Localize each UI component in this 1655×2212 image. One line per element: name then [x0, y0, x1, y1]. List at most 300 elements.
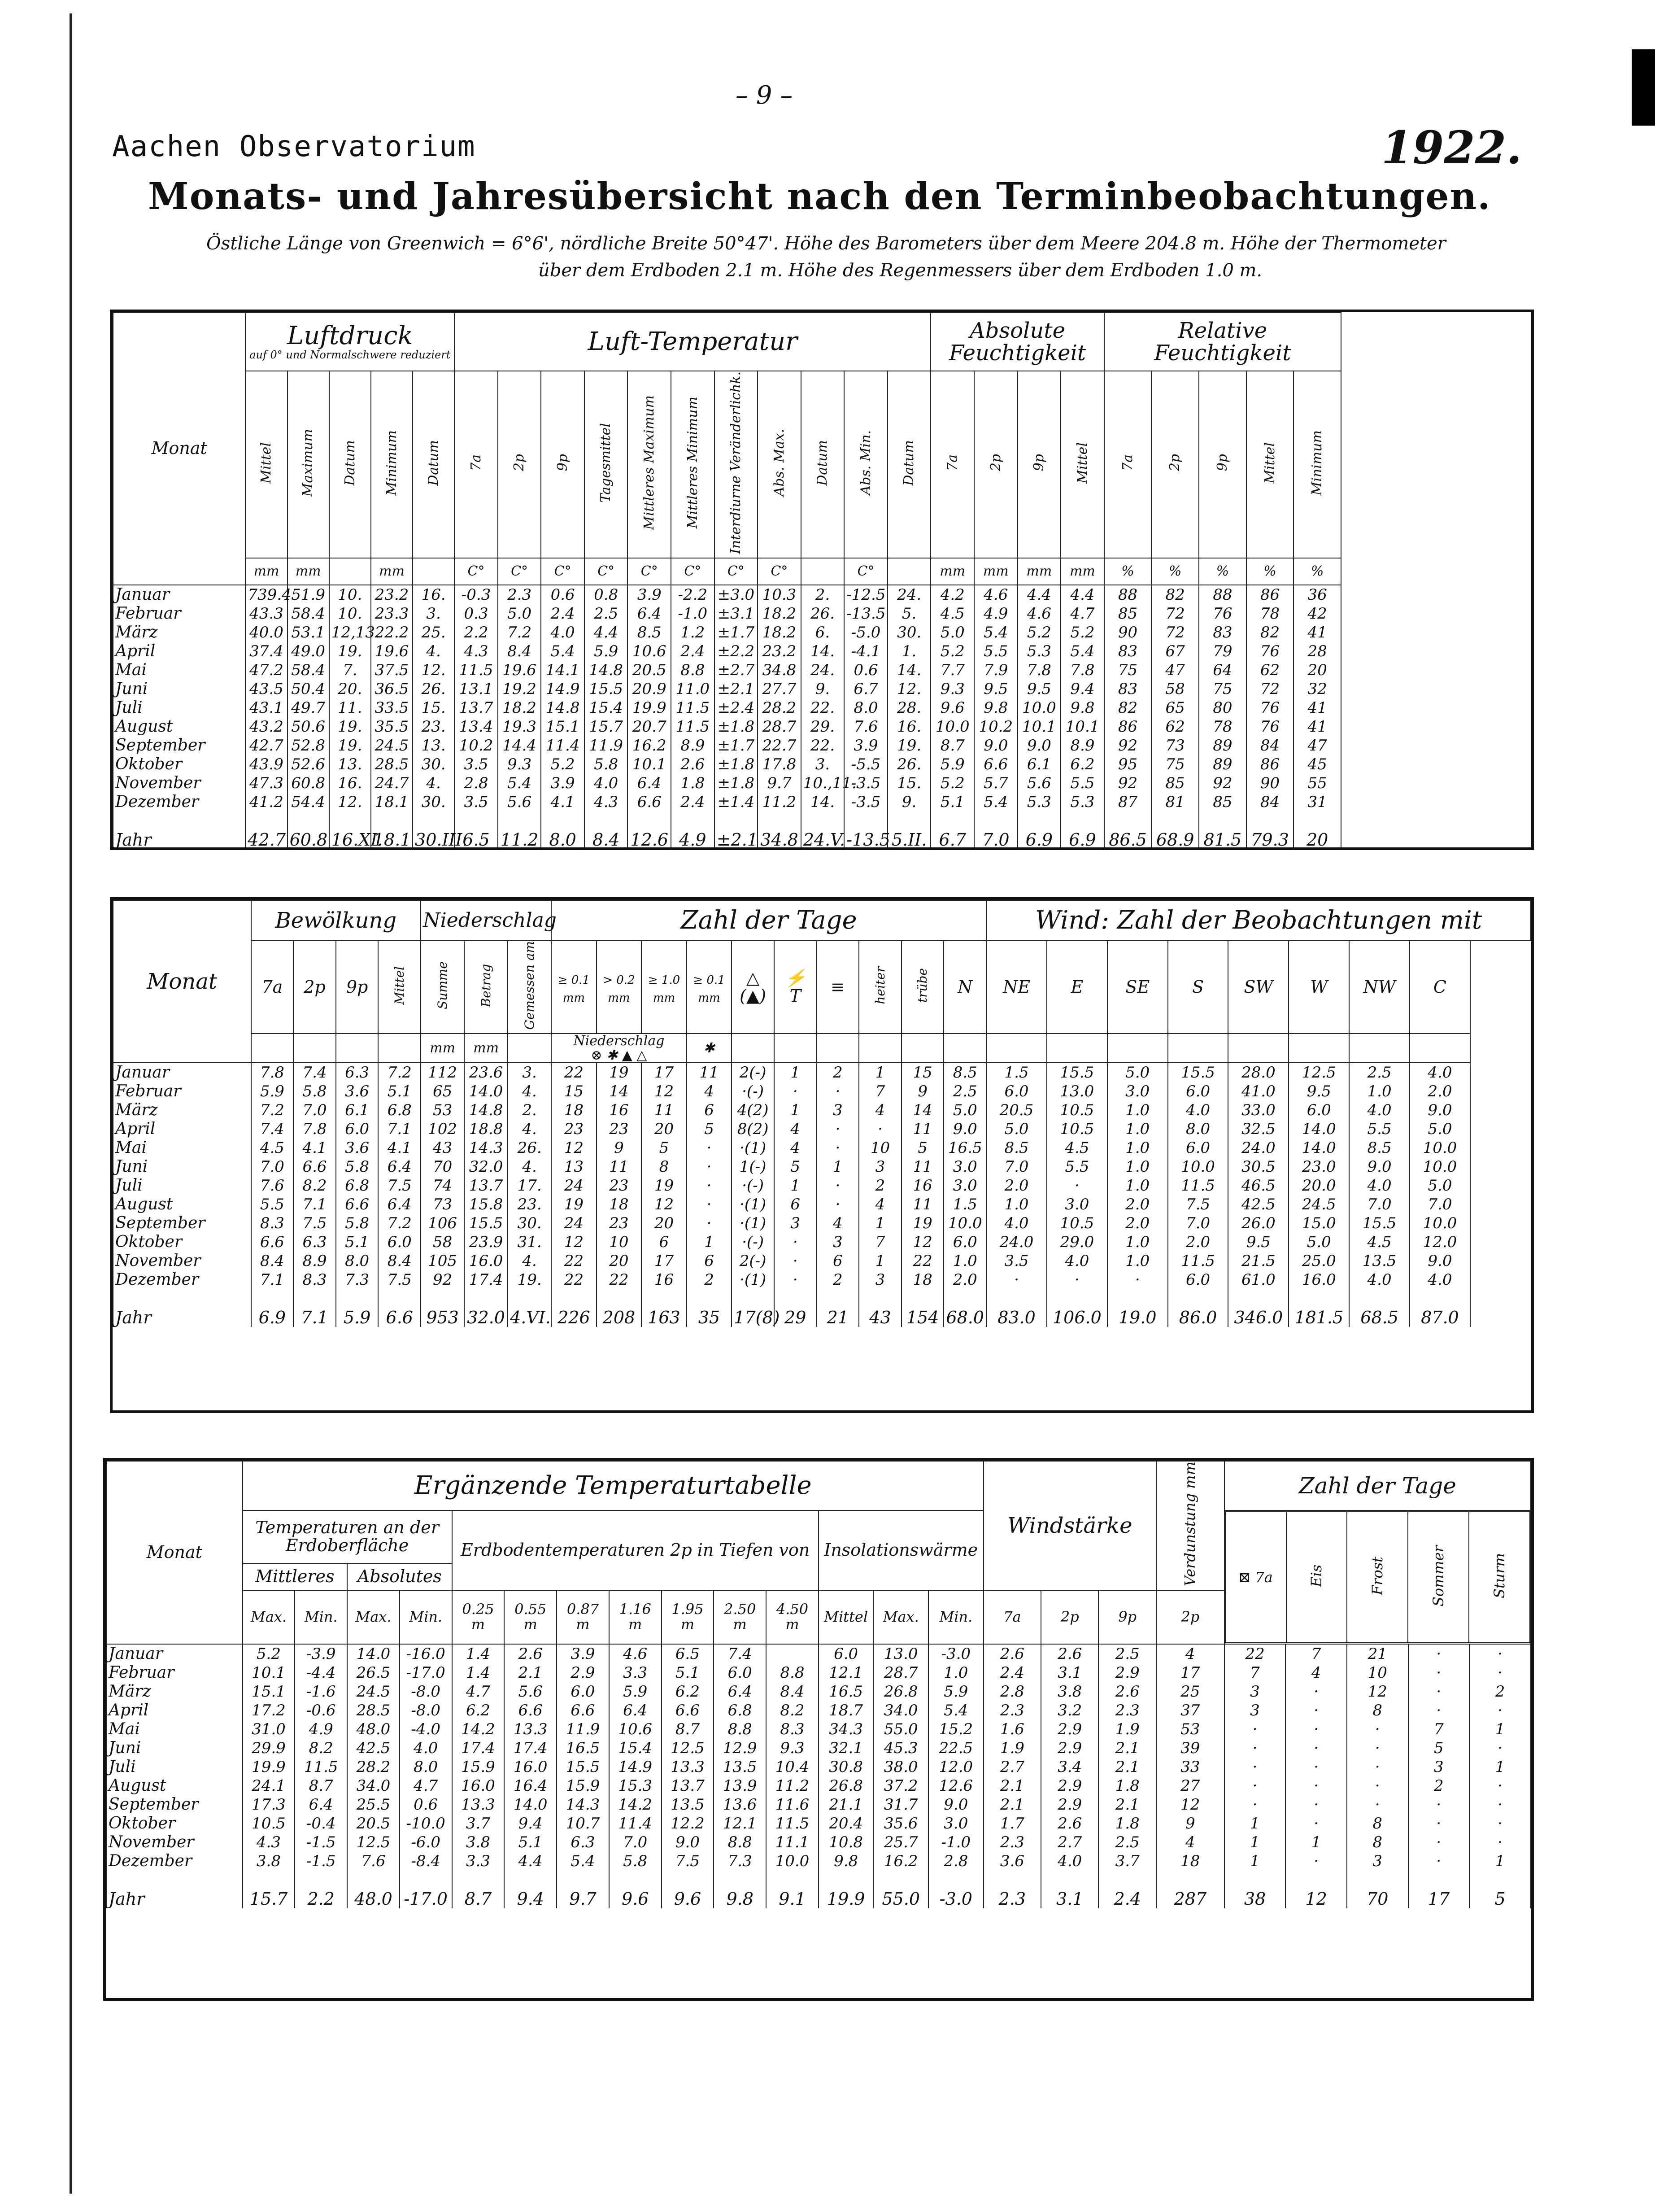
- table-cell: 81.5: [1199, 830, 1246, 849]
- table-cell: ·(1): [732, 1214, 774, 1233]
- table-cell: 33: [1156, 1758, 1224, 1776]
- table-cell: 43.5: [245, 680, 287, 698]
- table-cell: 46.5: [1228, 1176, 1289, 1195]
- table-cell: 2.5: [944, 1082, 986, 1101]
- table-cell: 45: [1294, 755, 1341, 774]
- table-cell: 26.8: [873, 1682, 928, 1701]
- table-cell: 65: [421, 1082, 464, 1101]
- gap-cell: [714, 812, 758, 830]
- table-row: [113, 1120, 1531, 1139]
- table-cell: 11.9: [557, 1720, 609, 1739]
- table-cell: 11.5: [454, 661, 498, 680]
- table-cell: 15.8: [464, 1195, 508, 1214]
- table-cell: 88: [1199, 585, 1246, 604]
- table-cell: 15.5: [1349, 1214, 1410, 1233]
- table-cell: 1.0: [928, 1663, 984, 1682]
- table-cell: 41: [1294, 698, 1341, 717]
- table-cell: 32.5: [1228, 1120, 1289, 1139]
- table-cell: 61.0: [1228, 1270, 1289, 1289]
- table-cell: 3.: [508, 1063, 551, 1082]
- month-label: Januar: [113, 585, 245, 604]
- table-cell: 92: [1199, 774, 1246, 793]
- table-cell: 28.0: [1228, 1063, 1289, 1082]
- table-cell: -3.0: [928, 1644, 984, 1663]
- table-cell: 2.8: [454, 774, 498, 793]
- gap-cell: [251, 1289, 294, 1308]
- table-cell: 22: [1224, 1644, 1286, 1663]
- niederschlag-header: Niederschlag: [421, 900, 551, 941]
- table-cell: ·: [1047, 1270, 1107, 1289]
- table-cell: 5.6: [1018, 774, 1061, 793]
- table-cell: ·: [1408, 1644, 1470, 1663]
- table-cell: 1.7: [984, 1814, 1041, 1833]
- table-cell: 6.2: [662, 1682, 714, 1701]
- table-cell: 4.4: [1061, 585, 1104, 604]
- table-cell: 16.5: [819, 1682, 874, 1701]
- table-cell: 9.8: [1061, 698, 1104, 717]
- table-cell: 75: [1151, 755, 1199, 774]
- t1-col-header: Datum: [425, 440, 441, 486]
- table-cell: 5.9: [609, 1682, 662, 1701]
- table-cell: 7.8: [1061, 661, 1104, 680]
- gap-cell: [508, 1289, 551, 1308]
- t3-col-header: Mittel: [819, 1590, 874, 1644]
- table-cell: 1.9: [984, 1739, 1041, 1758]
- table-cell: ±1.8: [714, 755, 758, 774]
- table-cell: 7.4: [714, 1644, 766, 1663]
- table-row: [106, 1795, 1531, 1814]
- table-cell: 5.7: [974, 774, 1018, 793]
- table-cell: 5.1: [504, 1833, 557, 1852]
- t1-unit: [801, 558, 845, 585]
- table-cell: 9.6: [662, 1889, 714, 1908]
- table-row: [113, 642, 1531, 661]
- table-cell: 23.: [413, 717, 454, 736]
- table-cell: 26.: [801, 604, 845, 623]
- table-cell: 41.2: [245, 793, 287, 812]
- table-cell: 8: [641, 1157, 687, 1176]
- table-cell: 9.: [801, 680, 845, 698]
- gap-cell: [766, 1871, 819, 1889]
- table-cell: 19.: [329, 717, 371, 736]
- table-cell: 4.4: [584, 623, 628, 642]
- table-cell: 10.6: [627, 642, 671, 661]
- table-cell: 1: [1469, 1720, 1531, 1739]
- gap-cell: [113, 812, 245, 830]
- table-cell: 9.0: [1410, 1252, 1470, 1270]
- table-cell: 14.: [888, 661, 931, 680]
- gap-cell: [1199, 812, 1246, 830]
- year-label: Jahr: [113, 1308, 251, 1327]
- table-cell: 4.1: [293, 1139, 336, 1157]
- table-cell: 4.: [413, 642, 454, 661]
- table-cell: 11.0: [671, 680, 714, 698]
- t2-col-header: Mittel: [392, 966, 407, 1005]
- table-cell: 7.0: [1410, 1195, 1470, 1214]
- month-label: September: [113, 1214, 251, 1233]
- table-cell: 85: [1104, 604, 1152, 623]
- table-cell: 32.0: [464, 1308, 508, 1327]
- table-cell: 5.3: [1018, 793, 1061, 812]
- table-cell: 34.0: [873, 1701, 928, 1720]
- gap-cell: [106, 1871, 243, 1889]
- table-row: [113, 1139, 1531, 1157]
- table-cell: 3.8: [452, 1833, 505, 1852]
- table-cell: 7.5: [378, 1270, 421, 1289]
- table-cell: 24.5: [347, 1682, 400, 1701]
- table-cell: 14.0: [1289, 1120, 1349, 1139]
- table-cell: 19.9: [819, 1889, 874, 1908]
- table-cell: 12.6: [627, 830, 671, 849]
- t2-col-header: C: [1433, 977, 1446, 997]
- month-label: Februar: [106, 1663, 243, 1682]
- t3-col-header: Sommer: [1430, 1545, 1447, 1606]
- table-cell: 3.5: [986, 1252, 1047, 1270]
- table-cell: 16.0: [452, 1776, 505, 1795]
- table-cell: ±2.1: [714, 680, 758, 698]
- gap-cell: [758, 812, 801, 830]
- table-cell: 5.4: [557, 1852, 609, 1871]
- gap-cell: [714, 1871, 766, 1889]
- table-cell: 2.1: [504, 1663, 557, 1682]
- table-cell: 20.5: [347, 1814, 400, 1833]
- table-cell: 26.: [508, 1139, 551, 1157]
- table-cell: 3: [1224, 1682, 1286, 1701]
- gap-cell: [1061, 812, 1104, 830]
- table-cell: 9: [902, 1082, 944, 1101]
- table-cell: 9.7: [758, 774, 801, 793]
- table-cell: 7.0: [251, 1157, 294, 1176]
- oberflaeche-header: Temperaturen an der Erdoberfläche: [243, 1510, 452, 1563]
- table-cell: ·: [687, 1214, 732, 1233]
- table-cell: 3.9: [844, 736, 888, 755]
- table-row: [113, 1157, 1531, 1176]
- table-cell: 2.3: [1098, 1701, 1156, 1720]
- table-cell: 19.6: [371, 642, 413, 661]
- table-cell: 79: [1199, 642, 1246, 661]
- table-cell: 3.6: [984, 1852, 1041, 1871]
- table-cell: 19.2: [498, 680, 541, 698]
- table-cell: 58: [1151, 680, 1199, 698]
- table-cell: 1: [1224, 1833, 1286, 1852]
- table-cell: 20.5: [627, 661, 671, 680]
- table-cell: 4.6: [1018, 604, 1061, 623]
- table-cell: 15.: [888, 774, 931, 793]
- table-cell: 16.5: [944, 1139, 986, 1157]
- table-cell: 14.9: [609, 1758, 662, 1776]
- table-cell: 6.1: [1018, 755, 1061, 774]
- t3-col-header: 9p: [1098, 1590, 1156, 1644]
- relative-feuchtigkeit-header: Relative Feuchtigkeit: [1104, 313, 1341, 371]
- table-cell: 15.1: [541, 717, 584, 736]
- table-cell: 20: [1294, 830, 1341, 849]
- table-cell: 43.3: [245, 604, 287, 623]
- table-cell: -3.9: [295, 1644, 347, 1663]
- table-cell: 23.6: [464, 1063, 508, 1082]
- table-row: [106, 1833, 1531, 1852]
- gap-cell: [984, 1871, 1041, 1889]
- table-cell: 15.3: [609, 1776, 662, 1795]
- table-cell: 10.0: [766, 1852, 819, 1871]
- table-row: [113, 736, 1531, 755]
- table-cell: 9.4: [1061, 680, 1104, 698]
- table-cell: 15.5: [1168, 1063, 1228, 1082]
- table-cell: 17: [641, 1063, 687, 1082]
- table-cell: 34.0: [347, 1776, 400, 1795]
- t1-col-header: Tagesmittel: [598, 423, 614, 503]
- table-cell: 12: [1156, 1795, 1224, 1814]
- table-cell: ·(1): [732, 1270, 774, 1289]
- table-cell: 2.1: [984, 1776, 1041, 1795]
- table-cell: 9.4: [504, 1889, 557, 1908]
- table-cell: 23: [551, 1120, 597, 1139]
- table-cell: 1: [859, 1214, 902, 1233]
- table-cell: 30.: [413, 755, 454, 774]
- table-cell: 9.3: [931, 680, 974, 698]
- gap-cell: [671, 812, 714, 830]
- table-cell: 7.0: [986, 1157, 1047, 1176]
- table-cell: 8: [1347, 1814, 1408, 1833]
- gap-cell: [819, 1871, 874, 1889]
- table-cell: 41.0: [1228, 1082, 1289, 1101]
- table-cell: 30.8: [819, 1758, 874, 1776]
- table-cell: 13.0: [1047, 1082, 1107, 1101]
- t3-col-header: 7a: [984, 1590, 1041, 1644]
- month-label: Mai: [106, 1720, 243, 1739]
- table-cell: -16.0: [400, 1644, 452, 1663]
- table-cell: 16.5: [557, 1739, 609, 1758]
- table-cell: 7.8: [1018, 661, 1061, 680]
- table-cell: 75: [1199, 680, 1246, 698]
- table-cell: 70: [1347, 1889, 1408, 1908]
- table-cell: 6.: [801, 623, 845, 642]
- table-cell: 78: [1199, 717, 1246, 736]
- table-cell: 3.8: [1041, 1682, 1098, 1701]
- table-cell: 19: [597, 1063, 642, 1082]
- table-cell: 23: [597, 1214, 642, 1233]
- table-cell: 1: [1224, 1814, 1286, 1833]
- table-cell: 25.7: [873, 1833, 928, 1852]
- subtitle-line-2: über dem Erdboden 2.1 m. Höhe des Regenmessers über dem Erdboden 1.0 m.: [538, 260, 1263, 281]
- t1-col-header: Abs. Max.: [771, 429, 787, 497]
- table-cell: 10.1: [1061, 717, 1104, 736]
- table-cell: 9.5: [1018, 680, 1061, 698]
- table-cell: 19: [551, 1195, 597, 1214]
- table-cell: 5: [1469, 1889, 1531, 1908]
- table-cell: 10.0: [944, 1214, 986, 1233]
- table-cell: 18: [551, 1101, 597, 1120]
- table-cell: 3.7: [452, 1814, 505, 1833]
- table-cell: ·: [1285, 1701, 1347, 1720]
- table-cell: 12.: [329, 793, 371, 812]
- table-cell: 23.9: [464, 1233, 508, 1252]
- gap-cell: [974, 812, 1018, 830]
- table-cell: 3.1: [1041, 1889, 1098, 1908]
- table-cell: 18.2: [758, 604, 801, 623]
- gap-cell: [662, 1871, 714, 1889]
- table-cell: -12.5: [844, 585, 888, 604]
- table-cell: 7: [1408, 1720, 1470, 1739]
- table-cell: 6.0: [557, 1682, 609, 1701]
- table-cell: 4.0: [1349, 1270, 1410, 1289]
- table-cell: ±3.0: [714, 585, 758, 604]
- table-cell: 58: [421, 1233, 464, 1252]
- table-cell: 11.5: [295, 1758, 347, 1776]
- table-cell: 6.4: [627, 604, 671, 623]
- table-cell: 12: [551, 1233, 597, 1252]
- table-cell: 16.: [888, 717, 931, 736]
- table-cell: 34.3: [819, 1720, 874, 1739]
- table-cell: 2.9: [1041, 1776, 1098, 1795]
- table-cell: 7.5: [293, 1214, 336, 1233]
- table-cell: 87.0: [1410, 1308, 1470, 1327]
- table-cell: 53: [421, 1101, 464, 1120]
- table-cell: 4: [859, 1101, 902, 1120]
- table-cell: ·: [1469, 1833, 1531, 1852]
- table-cell: 18.1: [371, 793, 413, 812]
- t2-col-header: ≥ 1.0 mm: [648, 973, 680, 1005]
- table-cell: 13.3: [662, 1758, 714, 1776]
- month-label: Dezember: [106, 1852, 243, 1871]
- table-cell: 8.9: [293, 1252, 336, 1270]
- table-cell: 7.: [329, 661, 371, 680]
- table-cell: ·: [1224, 1795, 1286, 1814]
- table-cell: 6.0: [336, 1120, 379, 1139]
- gap-cell: [584, 812, 628, 830]
- table-cell: 2.1: [984, 1795, 1041, 1814]
- table-cell: 18.2: [498, 698, 541, 717]
- gap-cell: [844, 812, 888, 830]
- table-cell: 6.5: [454, 830, 498, 849]
- table-cell: 16: [597, 1101, 642, 1120]
- table-cell: ·: [1408, 1795, 1470, 1814]
- gap-cell: [732, 1289, 774, 1308]
- table-cell: 20: [1294, 661, 1341, 680]
- table-cell: -3.5: [844, 793, 888, 812]
- table-cell: 4: [774, 1139, 817, 1157]
- table-cell: 8.4: [251, 1252, 294, 1270]
- table-cell: 11.5: [766, 1814, 819, 1833]
- t2-col-header: NW: [1363, 977, 1396, 997]
- month-label: Oktober: [113, 755, 245, 774]
- gap-cell: [1018, 812, 1061, 830]
- table-cell: 6.0: [1168, 1082, 1228, 1101]
- table-cell: 12: [1285, 1889, 1347, 1908]
- table-cell: 9.6: [931, 698, 974, 717]
- table-cell: 6.2: [452, 1701, 505, 1720]
- t1-col-header: 2p: [988, 454, 1004, 471]
- table-cell: ·: [1469, 1814, 1531, 1833]
- table-cell: 29.0: [1047, 1233, 1107, 1252]
- t3-col-header: Max.: [347, 1590, 400, 1644]
- mittleres-header: Mittleres: [243, 1563, 348, 1590]
- table-cell: 3.0: [944, 1157, 986, 1176]
- table-cell: ±3.1: [714, 604, 758, 623]
- table-cell: 17.2: [243, 1701, 295, 1720]
- table-cell: 2.7: [1041, 1833, 1098, 1852]
- table-cell: 3.1: [1041, 1663, 1098, 1682]
- gap-cell: [1246, 812, 1294, 830]
- year-label: Jahr: [113, 830, 245, 849]
- t1-col-header: Interdiurne Veränderlichk.: [728, 371, 744, 554]
- gap-cell: [1410, 1289, 1470, 1308]
- table-cell: 15.0: [1289, 1214, 1349, 1233]
- table-cell: 6: [687, 1101, 732, 1120]
- table-cell: 10.,11.: [801, 774, 845, 793]
- table-cell: 90: [1104, 623, 1152, 642]
- table-cell: 86.0: [1168, 1308, 1228, 1327]
- table-cell: 9.8: [819, 1852, 874, 1871]
- table-cell: 4.: [508, 1120, 551, 1139]
- black-edge-mark: [1632, 49, 1655, 126]
- table-cell: 19.: [508, 1270, 551, 1289]
- table-cell: 8.7: [662, 1720, 714, 1739]
- table-row: [106, 1682, 1531, 1701]
- table-cell: 5.8: [609, 1852, 662, 1871]
- table-cell: ·: [1285, 1776, 1347, 1795]
- table-cell: ±2.4: [714, 698, 758, 717]
- table-cell: 92: [1104, 774, 1152, 793]
- table-cell: ·: [1224, 1739, 1286, 1758]
- table-cell: 9.3: [766, 1739, 819, 1758]
- table-cell: 12.: [888, 680, 931, 698]
- erdboden-header: Erdbodentemperaturen 2p in Tiefen von: [452, 1510, 819, 1590]
- table-cell: 10.0: [1168, 1157, 1228, 1176]
- table-cell: 35: [687, 1308, 732, 1327]
- gap-cell: [1104, 812, 1152, 830]
- gap-cell: [1107, 1289, 1168, 1308]
- table-cell: 23.2: [758, 642, 801, 661]
- luftdruck-subheader: auf 0° und Normalschwere reduziert: [249, 348, 451, 361]
- table-cell: 8.0: [541, 830, 584, 849]
- year-label: 1922.: [1381, 121, 1522, 174]
- table-cell: 38: [1224, 1889, 1286, 1908]
- table-cell: 5: [687, 1120, 732, 1139]
- table-cell: 15.5: [557, 1758, 609, 1776]
- table-cell: 4.5: [1047, 1139, 1107, 1157]
- table-cell: 5.4: [1061, 642, 1104, 661]
- table-cell: 6.7: [844, 680, 888, 698]
- table-cell: 53: [1156, 1720, 1224, 1739]
- table-cell: 2(-): [732, 1252, 774, 1270]
- gap-row: [106, 1871, 1531, 1889]
- t2-col-header: 7a: [261, 977, 283, 997]
- table-cell: 6: [687, 1252, 732, 1270]
- table-cell: 3.9: [557, 1644, 609, 1663]
- table-cell: 76: [1199, 604, 1246, 623]
- table-cell: 19.3: [498, 717, 541, 736]
- table-cell: 1: [859, 1252, 902, 1270]
- table-cell: 7.2: [251, 1101, 294, 1120]
- table-cell: 26.: [413, 680, 454, 698]
- table-cell: 68.5: [1349, 1308, 1410, 1327]
- table-cell: 1.8: [1098, 1814, 1156, 1833]
- table-cell: 26.8: [819, 1776, 874, 1795]
- table-cell: 4.4: [504, 1852, 557, 1871]
- table-row: [106, 1852, 1531, 1871]
- table-cell: 27: [1156, 1776, 1224, 1795]
- table-cell: 36.5: [371, 680, 413, 698]
- table-cell: 2(-): [732, 1063, 774, 1082]
- table-cell: 3.0: [928, 1814, 984, 1833]
- table-cell: ·: [1408, 1833, 1470, 1852]
- table-row: [106, 1758, 1531, 1776]
- table-cell: 30.: [888, 623, 931, 642]
- table-cell: 4.9: [295, 1720, 347, 1739]
- table-cell: 8.8: [714, 1720, 766, 1739]
- gap-cell: [557, 1871, 609, 1889]
- table-cell: 6.6: [557, 1701, 609, 1720]
